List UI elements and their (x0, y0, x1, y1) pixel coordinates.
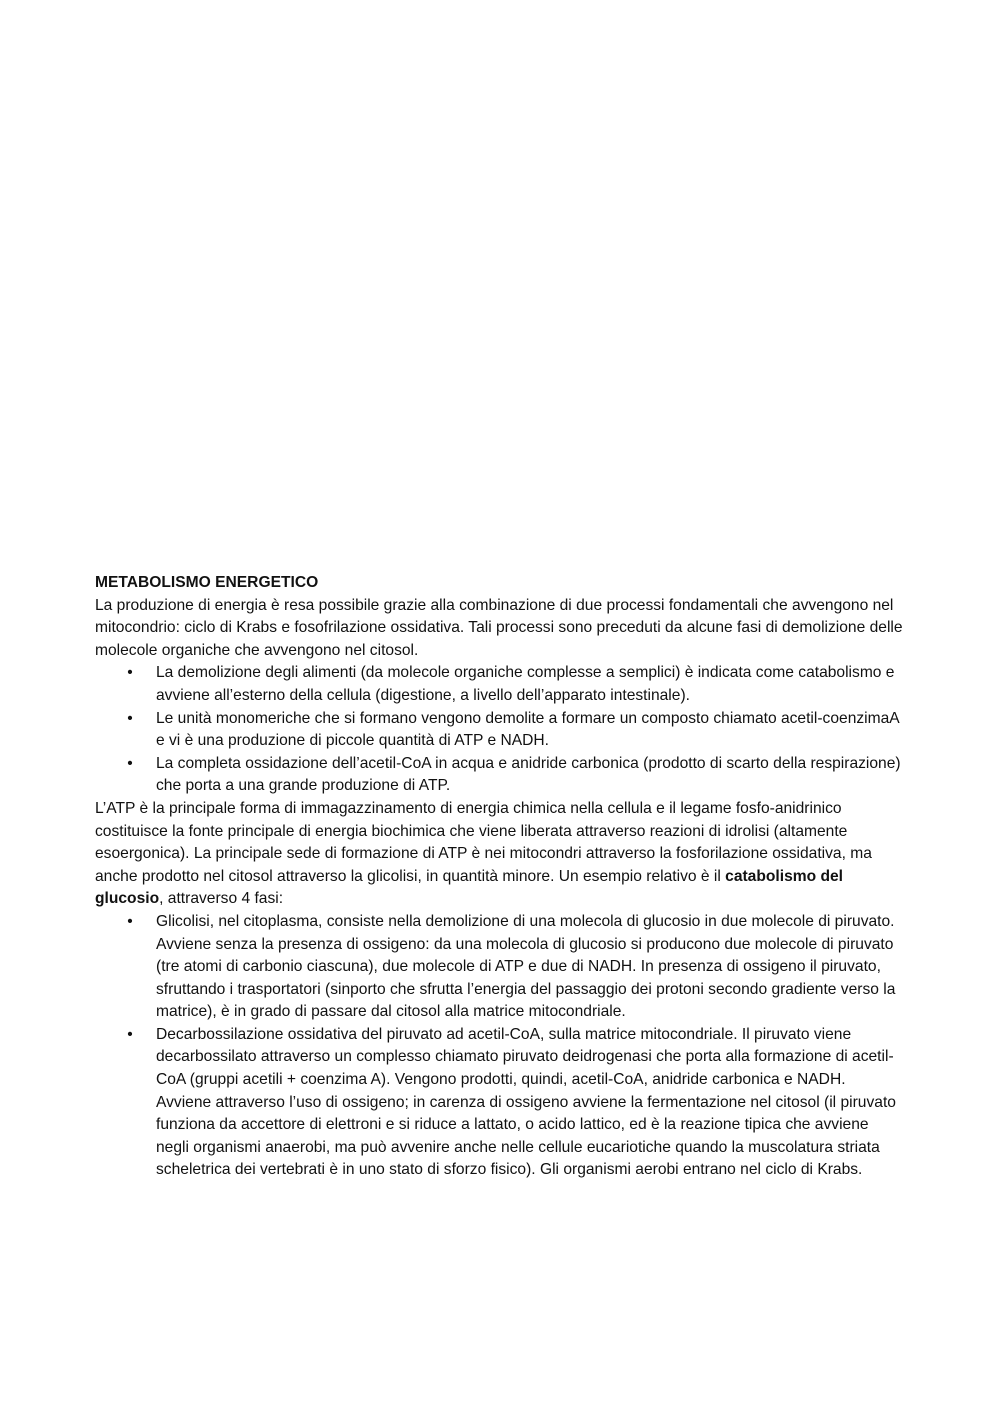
bullet-icon: • (127, 1025, 133, 1043)
bullet-list-phases (95, 662, 903, 798)
list-item-text: La demolizione degli alimenti (da molecole organiche complesse a semplici) è indicata come catabolismo e avviene all’esterno della cellula (digestione, a livello dell’apparato intestinale). (156, 664, 895, 704)
list-item (95, 1024, 903, 1182)
list-item-text: La completa ossidazione dell’acetil-CoA in acqua e anidride carbonica (prodotto di scarto della respirazione) che porta a una grande produzione di ATP. (156, 754, 901, 795)
list-item (95, 708, 903, 753)
bullet-icon: • (127, 912, 133, 930)
intro-paragraph: La produzione di energia è resa possibile grazie alla combinazione di due processi fondamentali che avvengono nel mitocondrio: ciclo di Krabs e fosofrilazione ossidativa. Tali processi sono preceduti da alcune fasi di demolizione delle molecole organiche che avvengono nel citosol. (95, 596, 903, 659)
list-item (95, 753, 903, 798)
document-title: METABOLISMO ENERGETICO (95, 574, 319, 591)
atp-paragraph-end: , attraverso 4 fasi: (159, 890, 284, 908)
list-item-text: Le unità monomeriche che si formano vengono demolite a formare un composto chiamato acetil-coenzimaA e vi è una produzione di piccole quantità di ATP e NADH. (156, 709, 899, 750)
atp-paragraph-start: L’ATP è la principale forma di immagazzinamento di energia chimica nella cellula e il legame fosfo-anidrinico costituisce la fonte principale di energia biochimica che viene liberata attraverso reazioni di idrolisi (altamente esoergonica). La principale sede di formazione di ATP è nei mitocondri attraverso la fosforilazione ossidativa, ma anche prodotto nel citosol attraverso la glicolisi, in quantità minore. Un esempio relativo è il (95, 799, 872, 885)
bullet-icon: • (127, 754, 133, 772)
list-item-text: Decarbossilazione ossidativa del piruvato ad acetil-CoA, sulla matrice mitocondriale. Il piruvato viene decarbossilato attraverso un complesso chiamato piruvato deidrogenasi che porta alla formazione di acetil-CoA (gruppi acetili + coenzima A). Vengono prodotti, quindi, acetil-CoA, anidride carbonica e NADH. Avviene attraverso l’uso di ossigeno; in carenza di ossigeno avviene la fermentazione nel citosol (il piruvato funziona da accettore di elettroni e si riduce a lattato, o acido lattico, ed è la reazione tipica che avviene negli organismi anaerobi, ma può avvenire anche nelle cellule eucariotiche quando la muscolatura striata scheletrica dei vertebrati è in uno stato di sforzo fisico). Gli organismi aerobi entrano nel ciclo di Krabs. (156, 1025, 896, 1179)
atp-paragraph-bold: catabolismo del glucosio (95, 867, 843, 908)
atp-paragraph (95, 798, 903, 911)
bullet-icon: • (127, 709, 133, 727)
list-item (95, 662, 903, 707)
bullet-list-glucose (95, 911, 903, 1182)
document-body (95, 572, 903, 1182)
list-item-text: Glicolisi, nel citoplasma, consiste nella demolizione di una molecola di glucosio in due molecole di piruvato. Avviene senza la presenza di ossigeno: da una molecola di glucosio si producono due molecole di piruvato (tre atomi di carbonio ciascuna), due molecole di ATP e due di NADH. In presenza di ossigeno il piruvato, sfruttando i trasportatori (sinporto che sfrutta l’energia del passaggio dei protoni secondo gradiente verso la matrice), è in grado di passare dal citosol alla matrice mitocondriale. (156, 912, 896, 1021)
bullet-icon: • (127, 664, 133, 682)
list-item (95, 911, 903, 1024)
